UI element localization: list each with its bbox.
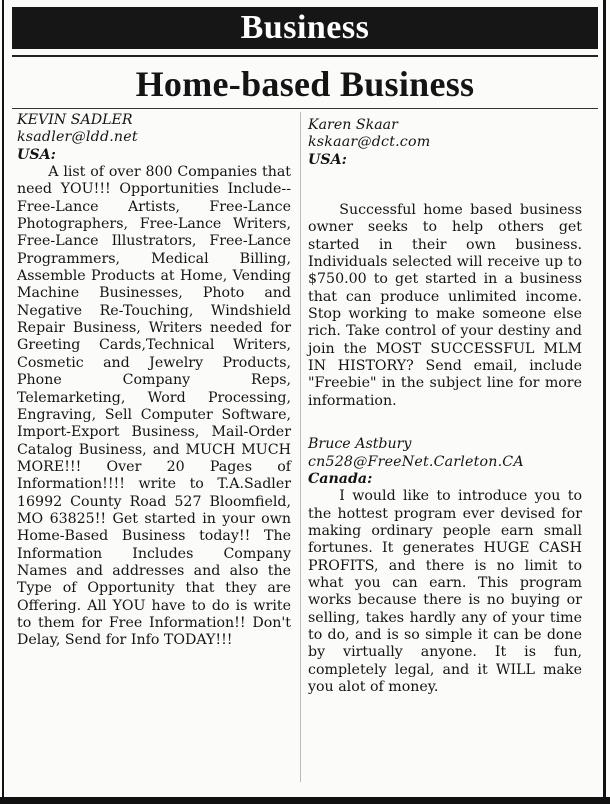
spacer: [308, 169, 582, 202]
letter: [308, 117, 582, 410]
spacer: [308, 410, 582, 436]
letter-email: cn528@FreeNet.Carleton.CA: [308, 453, 524, 470]
letter-body: I would like to introduce you to the hottest program ever devised for making ordinary people earn small fortunes. It generates HUGE CASH PROFITS, and there is no limit to what you can earn. This program works because there is no buying or selling, takes hardly any of your time to do, and is so simple it can be done by virtually anyone. It is fun, completely legal, and it WILL make you alot of money.: [308, 488, 582, 695]
letter-country: USA:: [308, 151, 347, 168]
letter-body: A list of over 800 Companies that need YOU!!! Opportunities Include--Free-Lance Artists, Free-Lance Photographers, Free-Lance Writers, Free-Lance Illustrators, Free-Lance Programmers, Medical Billing, Assemble Products at Home, Vending Machine Businesses, Photo and Negative Re-Touching, Windshield Repair Business, Writers needed for Greeting Cards,Technical Writers, Cosmetic and Jewelry Products, Phone Company Reps, Telemarketing, Word Processing, Engraving, Sell Computer Software, Import-Export Business, Mail-Order Catalog Business, and MUCH MUCH MORE!!! Over 20 Pages of Information!!!! write to T.A.Sadler 16992 County Road 527 Bloomfield, MO 63825!! Get started in your own Home-Based Business today!! The Information Includes Company Names and addresses and also the Type of Opportunity that they are Offering. All YOU have to do is write to them for Free Information!! Don't Delay, Send for Info TODAY!!!: [17, 164, 291, 649]
page-border-left: [2, 0, 4, 804]
letter: [17, 112, 291, 650]
letter-author: Karen Skaar: [308, 117, 398, 133]
article-headline: Home-based Business: [135, 64, 475, 104]
column-right: [308, 117, 582, 696]
banner-divider: [12, 55, 598, 57]
letter-email: ksadler@ldd.net: [17, 129, 138, 146]
letter-body: Successful home based business owner seeks to help others get started in their own business. Individuals selected will receive up to $750.00 to get started in a business that can produce unlimited income. Stop working to make someone else rich. Take control of your destiny and join the MOST SUCCESSFUL MLM IN HISTORY? Send email, include "Freebie" in the subject line for more information.: [308, 202, 582, 409]
letter-author: Bruce Astbury: [308, 436, 412, 453]
letter-author: KEVIN SADLER: [17, 112, 133, 128]
column-divider: [300, 112, 301, 782]
letter-country: Canada:: [308, 470, 373, 487]
letter-country: USA:: [17, 146, 56, 163]
column-left: [17, 112, 291, 650]
page-border-bottom: [0, 797, 610, 804]
page-border-right: [603, 0, 606, 804]
letter-email: kskaar@dct.com: [308, 134, 431, 151]
letter: [308, 436, 582, 696]
headline-divider: [12, 108, 598, 109]
section-banner: [12, 7, 598, 49]
section-title: Business: [240, 9, 370, 46]
